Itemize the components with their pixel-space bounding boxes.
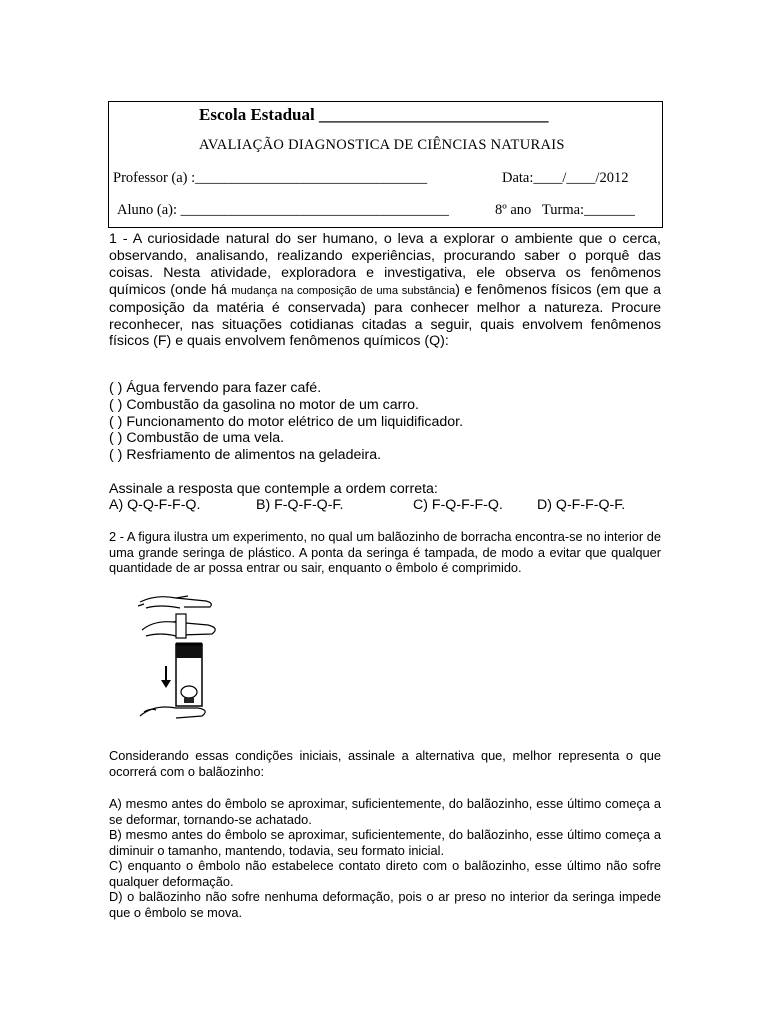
exam-title: AVALIAÇÃO DIAGNOSTICA DE CIÊNCIAS NATURAIS (199, 137, 565, 153)
q2-option-d: D) o balãozinho não sofre nenhuma deformação, pois o ar preso no interior da seringa impede que o êmbolo se mova. (109, 889, 661, 920)
q2-option-b: B) mesmo antes do êmbolo se aproximar, suficientemente, do balãozinho, esse último começa a diminuir o tamanho, mantendo, todavia, seu formato inicial. (109, 827, 661, 858)
top-hand-icon (138, 596, 211, 608)
student-field: Aluno (a): _____________________________________ (117, 202, 449, 218)
q1-answer-b: B) F-Q-F-Q-F. (256, 497, 344, 513)
q1-intro-part2: ) e fenômenos físicos (em que a composição da matéria é conservada) para conhecer melhor a natureza. Procure reconhecer, nas situações cotidianas citadas a seguir, quais envolvem fenômenos físicos (F) e quais envolvem fenômenos químicos (Q): (109, 281, 661, 350)
syringe-illustration (136, 592, 228, 720)
q1-item: ( ) Combustão da gasolina no motor de um carro. (109, 396, 419, 413)
q1-answer-c: C) F-Q-F-F-Q. (413, 497, 503, 513)
q1-instruction: Assinale a resposta que contemple a ordem correta: (109, 481, 438, 497)
syringe-barrel-icon (176, 644, 202, 706)
q1-intro (109, 231, 661, 350)
q1-answer-a: A) Q-Q-F-F-Q. (109, 497, 201, 513)
q1-intro-part1: 1 - A curiosidade natural do ser humano, o leva a explorar o ambiente que o cerca, observando, analisando, realizando experiências, procurando saber o porquê das coisas. Nesta atividade, exploradora e investigativa, ele observa os fenômenos químicos (onde há (109, 231, 661, 298)
q1-item: ( ) Resfriamento de alimentos na geladeira. (109, 447, 382, 464)
q1-intro-small: mudança na composição de uma substância (231, 284, 456, 297)
q2-option-c: C) enquanto o êmbolo não estabelece contato direto com o balãozinho, esse último não sofre qualquer deformação. (109, 858, 661, 889)
grade-class-field: 8º ano Turma:_______ (495, 202, 635, 218)
q1-item-list (109, 380, 661, 464)
arrow-down-icon (161, 666, 171, 688)
q1-item: ( ) Água fervendo para fazer café. (109, 380, 322, 396)
bottom-hand-icon (140, 707, 205, 718)
syringe-figure (136, 592, 228, 720)
q2-intro: 2 - A figura ilustra um experimento, no qual um balãozinho de borracha encontra-se no interior de uma grande seringa de plástico. A ponta da seringa é tampada, de modo a evitar que qualquer quantidade de ar possa entrar ou sair, enquanto o êmbolo é comprimido. (109, 529, 661, 575)
q2-option-a: A) mesmo antes do êmbolo se aproximar, suficientemente, do balãozinho, esse último começa a se deformar, tornando-se achatado. (109, 796, 661, 827)
q1-answer-d: D) Q-F-F-Q-F. (537, 497, 626, 513)
q1-item: ( ) Funcionamento do motor elétrico de um liquidificador. (109, 413, 464, 430)
header-box (108, 101, 663, 228)
date-field: Data:____/____/2012 (502, 170, 629, 186)
q2-options (109, 796, 661, 920)
school-name: Escola Estadual ___________________________ (199, 105, 549, 124)
q2-question: Considerando essas condições iniciais, assinale a alternativa que, melhor representa o que ocorrerá com o balãozinho: (109, 748, 661, 779)
professor-field: Professor (a) :________________________________ (113, 170, 428, 186)
q1-item: ( ) Combustão de uma vela. (109, 430, 285, 447)
